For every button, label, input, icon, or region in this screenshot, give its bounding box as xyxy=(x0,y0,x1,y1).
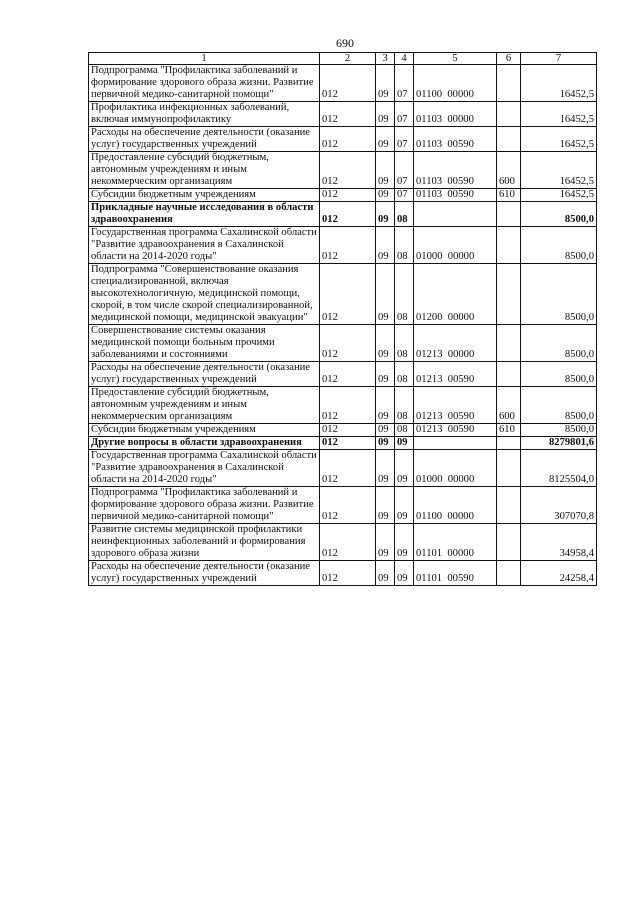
item-csr: 01213 00590 xyxy=(414,387,497,424)
item-sum: 8500,0 xyxy=(521,202,597,227)
item-name: Подпрограмма "Профилактика заболеваний и формирование здорового образа жизни. Развитие первичной медико-санитарной помощи" xyxy=(89,487,320,524)
item-pr: 07 xyxy=(395,65,414,102)
item-name: Совершенствование системы оказания медицинской помощи больным прочими заболеваниями и состояниями xyxy=(89,325,320,362)
item-csr: 01213 00000 xyxy=(414,325,497,362)
item-rz: 09 xyxy=(376,524,395,561)
budget-table xyxy=(88,52,597,586)
item-sum: 8279801,6 xyxy=(521,437,597,450)
item-pr: 08 xyxy=(395,387,414,424)
item-pr: 07 xyxy=(395,102,414,127)
item-gr: 012 xyxy=(320,561,376,586)
item-gr: 012 xyxy=(320,387,376,424)
item-rz: 09 xyxy=(376,227,395,264)
item-pr: 09 xyxy=(395,437,414,450)
item-sum: 16452,5 xyxy=(521,65,597,102)
item-vr xyxy=(497,102,521,127)
table-row xyxy=(89,437,597,450)
item-pr: 07 xyxy=(395,152,414,189)
item-gr: 012 xyxy=(320,325,376,362)
item-csr: 01101 00590 xyxy=(414,561,497,586)
item-rz: 09 xyxy=(376,325,395,362)
item-gr: 012 xyxy=(320,264,376,325)
item-name: Расходы на обеспечение деятельности (оказание услуг) государственных учреждений xyxy=(89,561,320,586)
item-pr: 07 xyxy=(395,189,414,202)
item-rz: 09 xyxy=(376,202,395,227)
item-name: Развитие системы медицинской профилактики неинфекционных заболеваний и формирования здорового образа жизни xyxy=(89,524,320,561)
item-pr: 08 xyxy=(395,227,414,264)
item-vr: 610 xyxy=(497,189,521,202)
item-csr: 01000 00000 xyxy=(414,227,497,264)
item-csr: 01103 00590 xyxy=(414,152,497,189)
item-sum: 8500,0 xyxy=(521,362,597,387)
item-sum: 8500,0 xyxy=(521,424,597,437)
table-row xyxy=(89,325,597,362)
item-pr: 08 xyxy=(395,202,414,227)
item-csr: 01100 00000 xyxy=(414,487,497,524)
item-rz: 09 xyxy=(376,561,395,586)
item-name: Субсидии бюджетным учреждениям xyxy=(89,189,320,202)
item-sum: 307070,8 xyxy=(521,487,597,524)
item-name: Расходы на обеспечение деятельности (оказание услуг) государственных учреждений xyxy=(89,127,320,152)
item-name: Субсидии бюджетным учреждениям xyxy=(89,424,320,437)
item-gr: 012 xyxy=(320,424,376,437)
item-gr: 012 xyxy=(320,450,376,487)
item-gr: 012 xyxy=(320,227,376,264)
table-row xyxy=(89,152,597,189)
table-row xyxy=(89,450,597,487)
item-sum: 8500,0 xyxy=(521,264,597,325)
item-pr: 08 xyxy=(395,362,414,387)
item-csr: 01101 00000 xyxy=(414,524,497,561)
item-vr xyxy=(497,65,521,102)
item-csr xyxy=(414,437,497,450)
item-vr xyxy=(497,524,521,561)
item-rz: 09 xyxy=(376,487,395,524)
item-gr: 012 xyxy=(320,524,376,561)
table-row xyxy=(89,524,597,561)
item-csr: 01000 00000 xyxy=(414,450,497,487)
table-row xyxy=(89,202,597,227)
header-row xyxy=(89,53,597,65)
item-pr: 07 xyxy=(395,127,414,152)
header-col-1: 1 xyxy=(89,53,320,65)
item-csr: 01103 00000 xyxy=(414,102,497,127)
item-vr: 610 xyxy=(497,424,521,437)
item-vr xyxy=(497,227,521,264)
item-csr: 01200 00000 xyxy=(414,264,497,325)
item-sum: 16452,5 xyxy=(521,127,597,152)
item-pr: 09 xyxy=(395,524,414,561)
item-vr xyxy=(497,450,521,487)
item-name: Прикладные научные исследования в области здравоохранения xyxy=(89,202,320,227)
item-vr xyxy=(497,127,521,152)
item-name: Профилактика инфекционных заболеваний, включая иммунопрофилактику xyxy=(89,102,320,127)
item-sum: 16452,5 xyxy=(521,189,597,202)
item-rz: 09 xyxy=(376,189,395,202)
item-sum: 8500,0 xyxy=(521,325,597,362)
table-row xyxy=(89,387,597,424)
item-vr: 600 xyxy=(497,152,521,189)
item-name: Подпрограмма "Совершенствование оказания специализированной, включая высокотехнологичную, медицинской помощи, скорой, в том числе скорой специализированной, медицинской помощи, медицинской эвакуации" xyxy=(89,264,320,325)
item-csr xyxy=(414,202,497,227)
item-gr: 012 xyxy=(320,202,376,227)
item-vr xyxy=(497,202,521,227)
item-pr: 08 xyxy=(395,325,414,362)
item-gr: 012 xyxy=(320,487,376,524)
item-sum: 16452,5 xyxy=(521,152,597,189)
item-name: Предоставление субсидий бюджетным, автономным учреждениям и иным некоммерческим организациям xyxy=(89,387,320,424)
item-name: Предоставление субсидий бюджетным, автономным учреждениям и иным некоммерческим организациям xyxy=(89,152,320,189)
item-vr xyxy=(497,437,521,450)
item-rz: 09 xyxy=(376,387,395,424)
item-vr xyxy=(497,362,521,387)
table-row xyxy=(89,561,597,586)
page-number: 690 xyxy=(336,36,354,50)
item-gr: 012 xyxy=(320,152,376,189)
table-row xyxy=(89,65,597,102)
item-vr xyxy=(497,264,521,325)
item-rz: 09 xyxy=(376,450,395,487)
item-rz: 09 xyxy=(376,152,395,189)
item-sum: 8125504,0 xyxy=(521,450,597,487)
table-row xyxy=(89,127,597,152)
item-rz: 09 xyxy=(376,65,395,102)
table-row xyxy=(89,424,597,437)
item-csr: 01213 00590 xyxy=(414,424,497,437)
item-sum: 24258,4 xyxy=(521,561,597,586)
item-pr: 09 xyxy=(395,561,414,586)
table-row xyxy=(89,264,597,325)
header-col-2: 2 xyxy=(320,53,376,65)
item-sum: 8500,0 xyxy=(521,227,597,264)
item-vr xyxy=(497,561,521,586)
header-col-4: 4 xyxy=(395,53,414,65)
table-row xyxy=(89,487,597,524)
item-vr: 600 xyxy=(497,387,521,424)
item-name: Другие вопросы в области здравоохранения xyxy=(89,437,320,450)
item-sum: 34958,4 xyxy=(521,524,597,561)
item-csr: 01103 00590 xyxy=(414,189,497,202)
item-gr: 012 xyxy=(320,437,376,450)
table-row xyxy=(89,189,597,202)
table-row xyxy=(89,102,597,127)
item-gr: 012 xyxy=(320,362,376,387)
item-rz: 09 xyxy=(376,424,395,437)
item-gr: 012 xyxy=(320,102,376,127)
header-col-7: 7 xyxy=(521,53,597,65)
item-rz: 09 xyxy=(376,102,395,127)
item-vr xyxy=(497,487,521,524)
item-csr: 01213 00590 xyxy=(414,362,497,387)
item-csr: 01100 00000 xyxy=(414,65,497,102)
item-rz: 09 xyxy=(376,362,395,387)
item-gr: 012 xyxy=(320,65,376,102)
item-name: Государственная программа Сахалинской области "Развитие здравоохранения в Сахалинской области на 2014-2020 годы" xyxy=(89,227,320,264)
item-csr: 01103 00590 xyxy=(414,127,497,152)
header-col-5: 5 xyxy=(414,53,497,65)
item-rz: 09 xyxy=(376,437,395,450)
item-pr: 09 xyxy=(395,487,414,524)
item-gr: 012 xyxy=(320,189,376,202)
item-pr: 09 xyxy=(395,450,414,487)
item-pr: 08 xyxy=(395,264,414,325)
item-vr xyxy=(497,325,521,362)
table-row xyxy=(89,362,597,387)
item-pr: 08 xyxy=(395,424,414,437)
item-gr: 012 xyxy=(320,127,376,152)
header-col-3: 3 xyxy=(376,53,395,65)
item-sum: 8500,0 xyxy=(521,387,597,424)
item-sum: 16452,5 xyxy=(521,102,597,127)
item-name: Подпрограмма "Профилактика заболеваний и формирование здорового образа жизни. Развитие первичной медико-санитарной помощи" xyxy=(89,65,320,102)
header-col-6: 6 xyxy=(497,53,521,65)
item-name: Расходы на обеспечение деятельности (оказание услуг) государственных учреждений xyxy=(89,362,320,387)
item-name: Государственная программа Сахалинской области "Развитие здравоохранения в Сахалинской области на 2014-2020 годы" xyxy=(89,450,320,487)
item-rz: 09 xyxy=(376,127,395,152)
item-rz: 09 xyxy=(376,264,395,325)
table-row xyxy=(89,227,597,264)
